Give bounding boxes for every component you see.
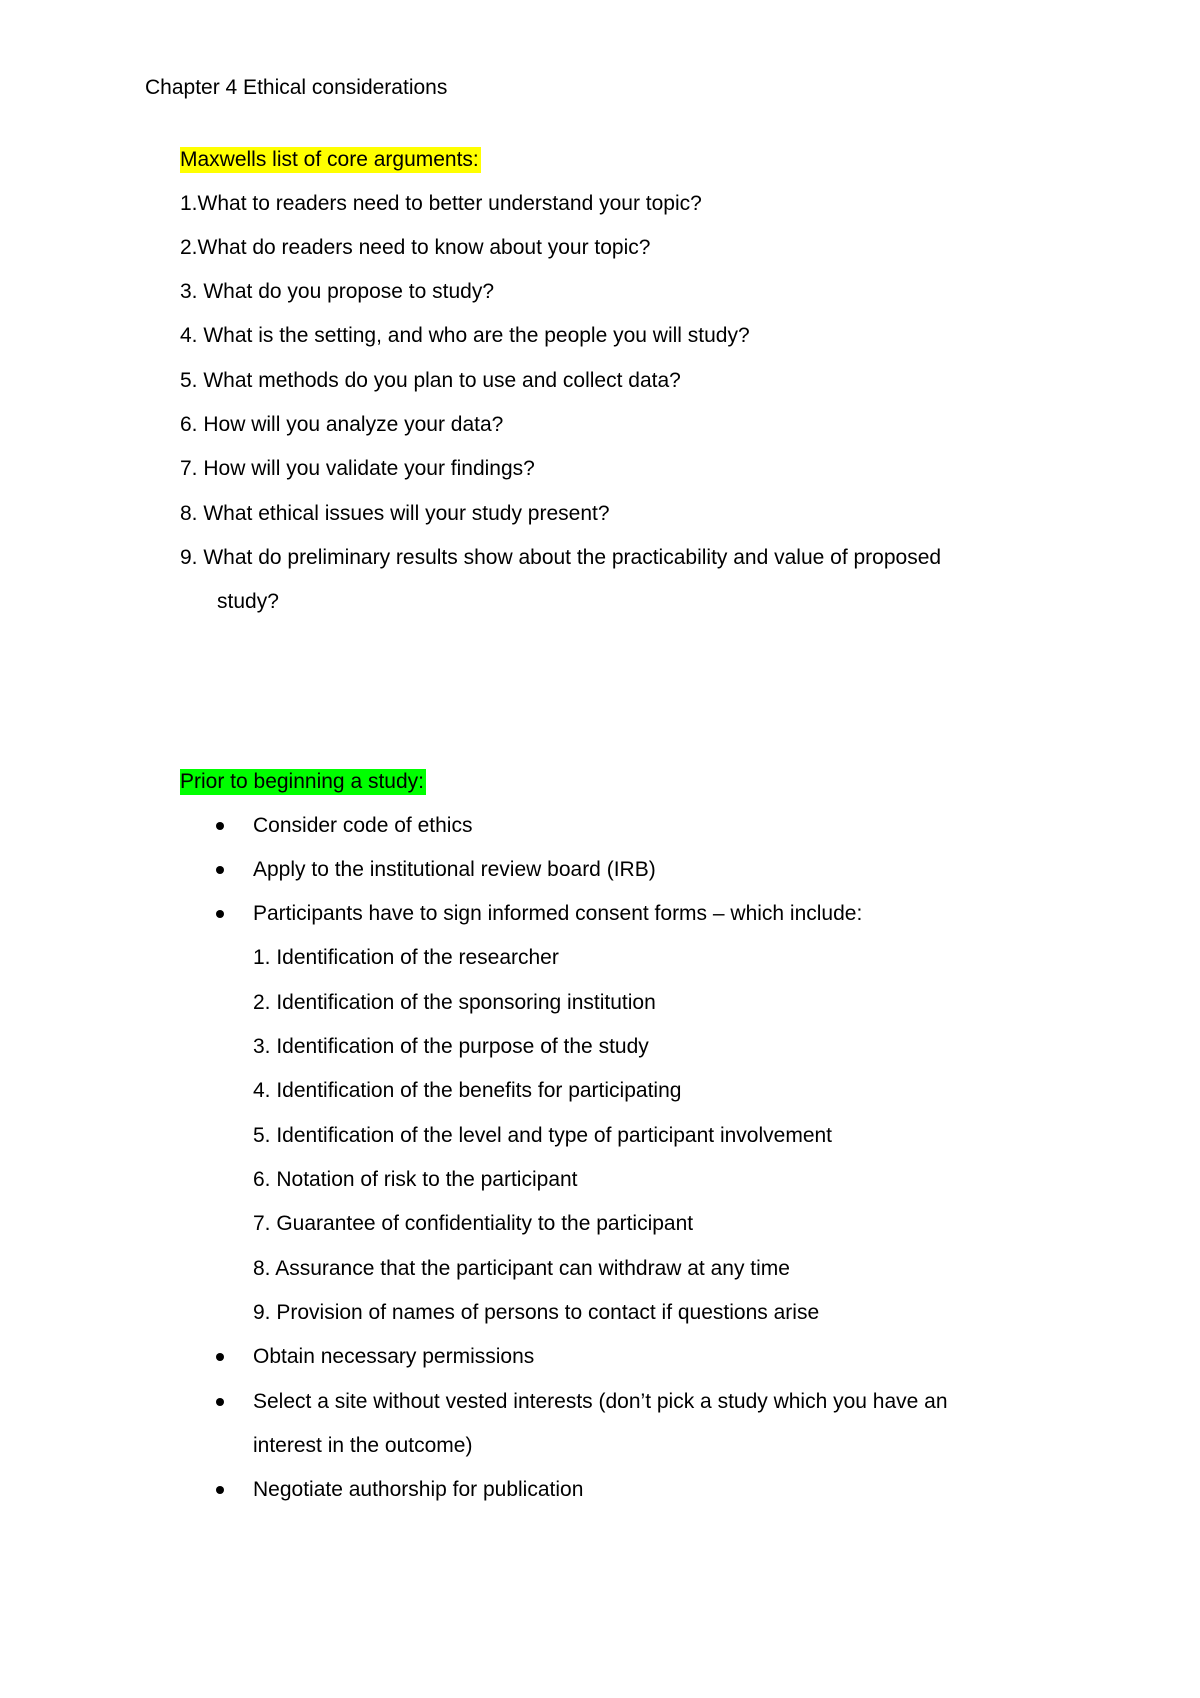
bullet-icon	[216, 1398, 224, 1406]
bullet-text: Negotiate authorship for publication	[253, 1478, 584, 1501]
consent-item: 5. Identification of the level and type of participant involvement	[253, 1124, 833, 1147]
bullet-icon	[216, 866, 224, 874]
highlighted-heading-text: Prior to beginning a study:	[180, 770, 424, 793]
bullet-icon	[216, 1353, 224, 1361]
bullet-icon	[216, 822, 224, 830]
bullet-text: Participants have to sign informed consent forms – which include:	[253, 902, 863, 925]
consent-item: 2. Identification of the sponsoring institution	[253, 991, 656, 1014]
bullet-text: Consider code of ethics	[253, 814, 473, 837]
list-item: 3. What do you propose to study?	[180, 280, 495, 303]
consent-item: 7. Guarantee of confidentiality to the participant	[253, 1212, 694, 1235]
bullet-icon	[216, 1486, 224, 1494]
list-item: 8. What ethical issues will your study present?	[180, 502, 610, 525]
section-heading-core-arguments	[180, 146, 481, 174]
list-item: 7. How will you validate your findings?	[180, 457, 535, 480]
bullet-icon	[216, 910, 224, 918]
list-item: 1.What to readers need to better understand your topic?	[180, 192, 702, 215]
consent-item: 9. Provision of names of persons to contact if questions arise	[253, 1301, 820, 1324]
consent-item: 8. Assurance that the participant can withdraw at any time	[253, 1257, 790, 1280]
list-item: 4. What is the setting, and who are the people you will study?	[180, 324, 750, 347]
bullet-text: Select a site without vested interests (don’t pick a study which you have an	[253, 1390, 948, 1413]
list-item-continuation: study?	[217, 590, 279, 613]
consent-item: 1. Identification of the researcher	[253, 946, 559, 969]
consent-item: 4. Identification of the benefits for participating	[253, 1079, 682, 1102]
highlighted-heading-text: Maxwells list of core arguments:	[180, 148, 479, 171]
consent-item: 6. Notation of risk to the participant	[253, 1168, 578, 1191]
bullet-item-continuation: interest in the outcome)	[253, 1434, 473, 1457]
section-heading-prior-to-study	[180, 768, 426, 796]
list-item: 2.What do readers need to know about your topic?	[180, 236, 651, 259]
list-item: 6. How will you analyze your data?	[180, 413, 504, 436]
bullet-text: Obtain necessary permissions	[253, 1345, 535, 1368]
list-item: 9. What do preliminary results show about the practicability and value of proposed	[180, 546, 942, 569]
list-item: 5. What methods do you plan to use and collect data?	[180, 369, 681, 392]
bullet-text: Apply to the institutional review board (IRB)	[253, 858, 656, 881]
document-title: Chapter 4 Ethical considerations	[145, 76, 448, 99]
consent-item: 3. Identification of the purpose of the study	[253, 1035, 649, 1058]
